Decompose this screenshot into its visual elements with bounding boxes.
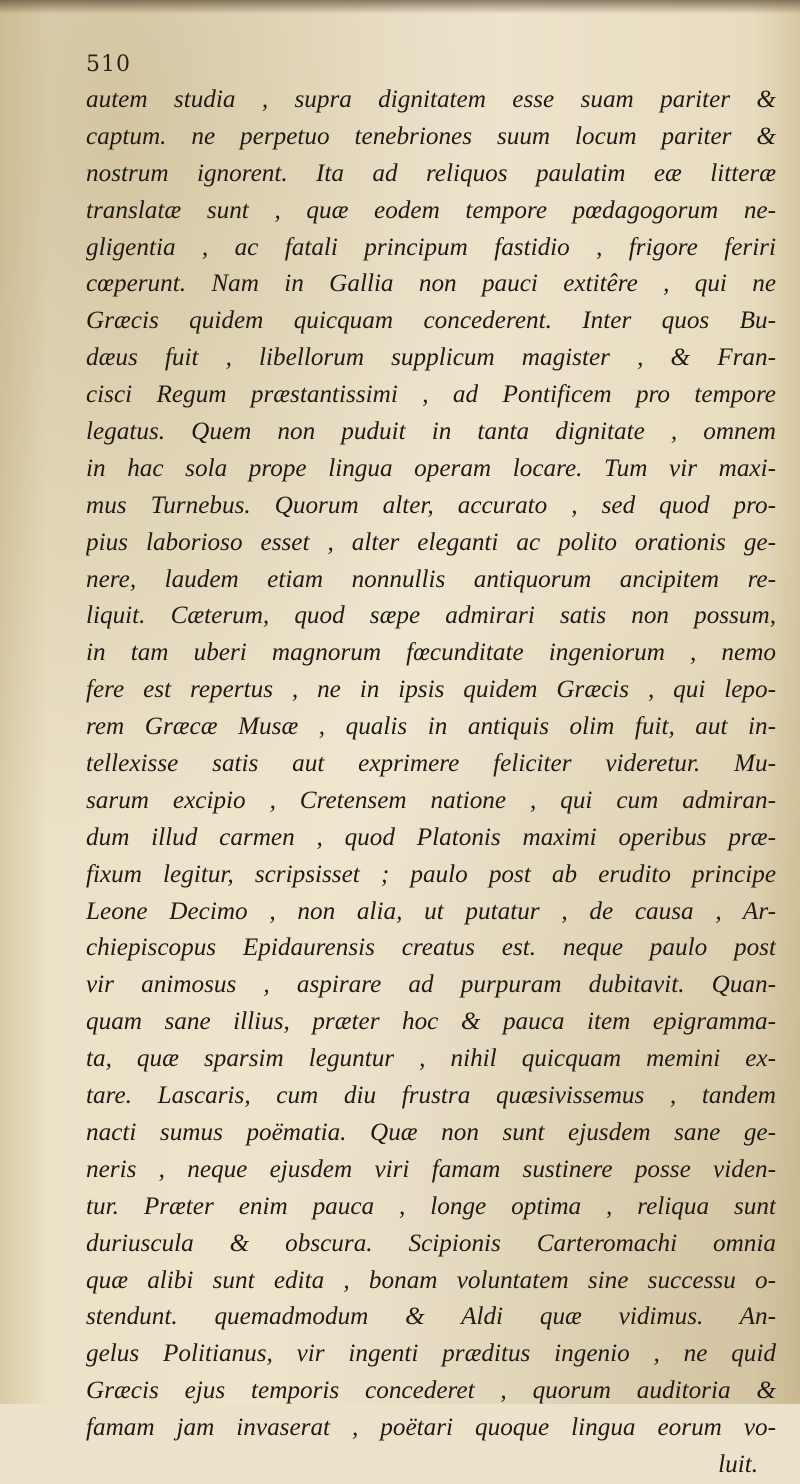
text-line: tur. Præter enim pauca , longe optima , reliqua sunt [86, 1192, 776, 1220]
text-line: tellexisse satis aut exprimere feliciter videretur. Mu- [86, 750, 776, 778]
text-line: mus Turnebus. Quorum alter, accurato , sed quod pro- [86, 491, 776, 519]
text-line: Græcis ejus temporis concederet , quorum auditoria & [86, 1377, 776, 1405]
body-text [86, 82, 776, 1484]
text-line: pius laborioso esset , alter eleganti ac polito orationis ge- [86, 528, 776, 556]
text-line: ta, quæ sparsim leguntur , nihil quicquam memini ex- [86, 1045, 776, 1073]
text-line: Leone Decimo , non alia, ut putatur , de causa , Ar- [86, 897, 776, 925]
text-line: dæus fuit , libellorum supplicum magister , & Fran- [86, 344, 776, 372]
text-line: fere est repertus , ne in ipsis quidem Græcis , qui lepo- [86, 676, 776, 704]
text-line: gelus Politianus, vir ingenti præditus ingenio , ne quid [86, 1340, 776, 1368]
text-line: famam jam invaserat , poëtari quoque lingua eorum vo- [86, 1414, 776, 1442]
text-line: cisci Regum præstantissimi , ad Pontificem pro tempore [86, 381, 776, 409]
text-line: quam sane illius, præter hoc & pauca item epigramma- [86, 1008, 776, 1036]
text-line: Græcis quidem quicquam concederent. Inter quos Bu- [86, 307, 776, 335]
text-line: luit. [718, 1450, 758, 1478]
text-line: fixum legitur, scripsisset ; paulo post ab erudito principe [86, 860, 776, 888]
text-line: stendunt. quemadmodum & Aldi quæ vidimus. An- [86, 1303, 776, 1331]
text-line: tare. Lascaris, cum diu frustra quæsivissemus , tandem [86, 1082, 776, 1110]
text-line: chiepiscopus Epidaurensis creatus est. neque paulo post [86, 934, 776, 962]
page-number: 510 [86, 52, 131, 77]
text-line: neris , neque ejusdem viri famam sustinere posse viden- [86, 1155, 776, 1183]
text-line: quæ alibi sunt edita , bonam voluntatem sine successu o- [86, 1266, 776, 1294]
text-line: nostrum ignorent. Ita ad reliquos paulatim eæ litteræ [86, 159, 776, 187]
text-line: sarum excipio , Cretensem natione , qui cum admiran- [86, 786, 776, 814]
text-line: in tam uberi magnorum fœcunditate ingeniorum , nemo [86, 639, 776, 667]
text-line: cœperunt. Nam in Gallia non pauci extitêre , qui ne [86, 270, 776, 298]
text-line: gligentia , ac fatali principum fastidio , frigore feriri [86, 233, 776, 261]
text-line: nere, laudem etiam nonnullis antiquorum ancipitem re- [86, 565, 776, 593]
text-line: autem studia , supra dignitatem esse suam pariter & [86, 86, 776, 113]
text-line: translatæ sunt , quæ eodem tempore pœdagogorum ne- [86, 196, 776, 224]
text-line: captum. ne perpetuo tenebriones suum locum pariter & [86, 122, 776, 150]
text-line: liquit. Cæterum, quod sæpe admirari satis non possum, [86, 602, 776, 630]
text-line: duriuscula & obscura. Scipionis Carteromachi omnia [86, 1229, 776, 1257]
text-line: dum illud carmen , quod Platonis maximi operibus præ- [86, 823, 776, 851]
text-line: vir animosus , aspirare ad purpuram dubitavit. Quan- [86, 971, 776, 999]
text-line: in hac sola prope lingua operam locare. Tum vir maxi- [86, 454, 776, 482]
text-line: nacti sumus poëmatia. Quæ non sunt ejusdem sane ge- [86, 1118, 776, 1146]
text-line: legatus. Quem non puduit in tanta dignitate , omnem [86, 418, 776, 446]
top-edge-stain [0, 0, 800, 14]
text-line: rem Græcæ Musæ , qualis in antiquis olim fuit, aut in- [86, 713, 776, 741]
